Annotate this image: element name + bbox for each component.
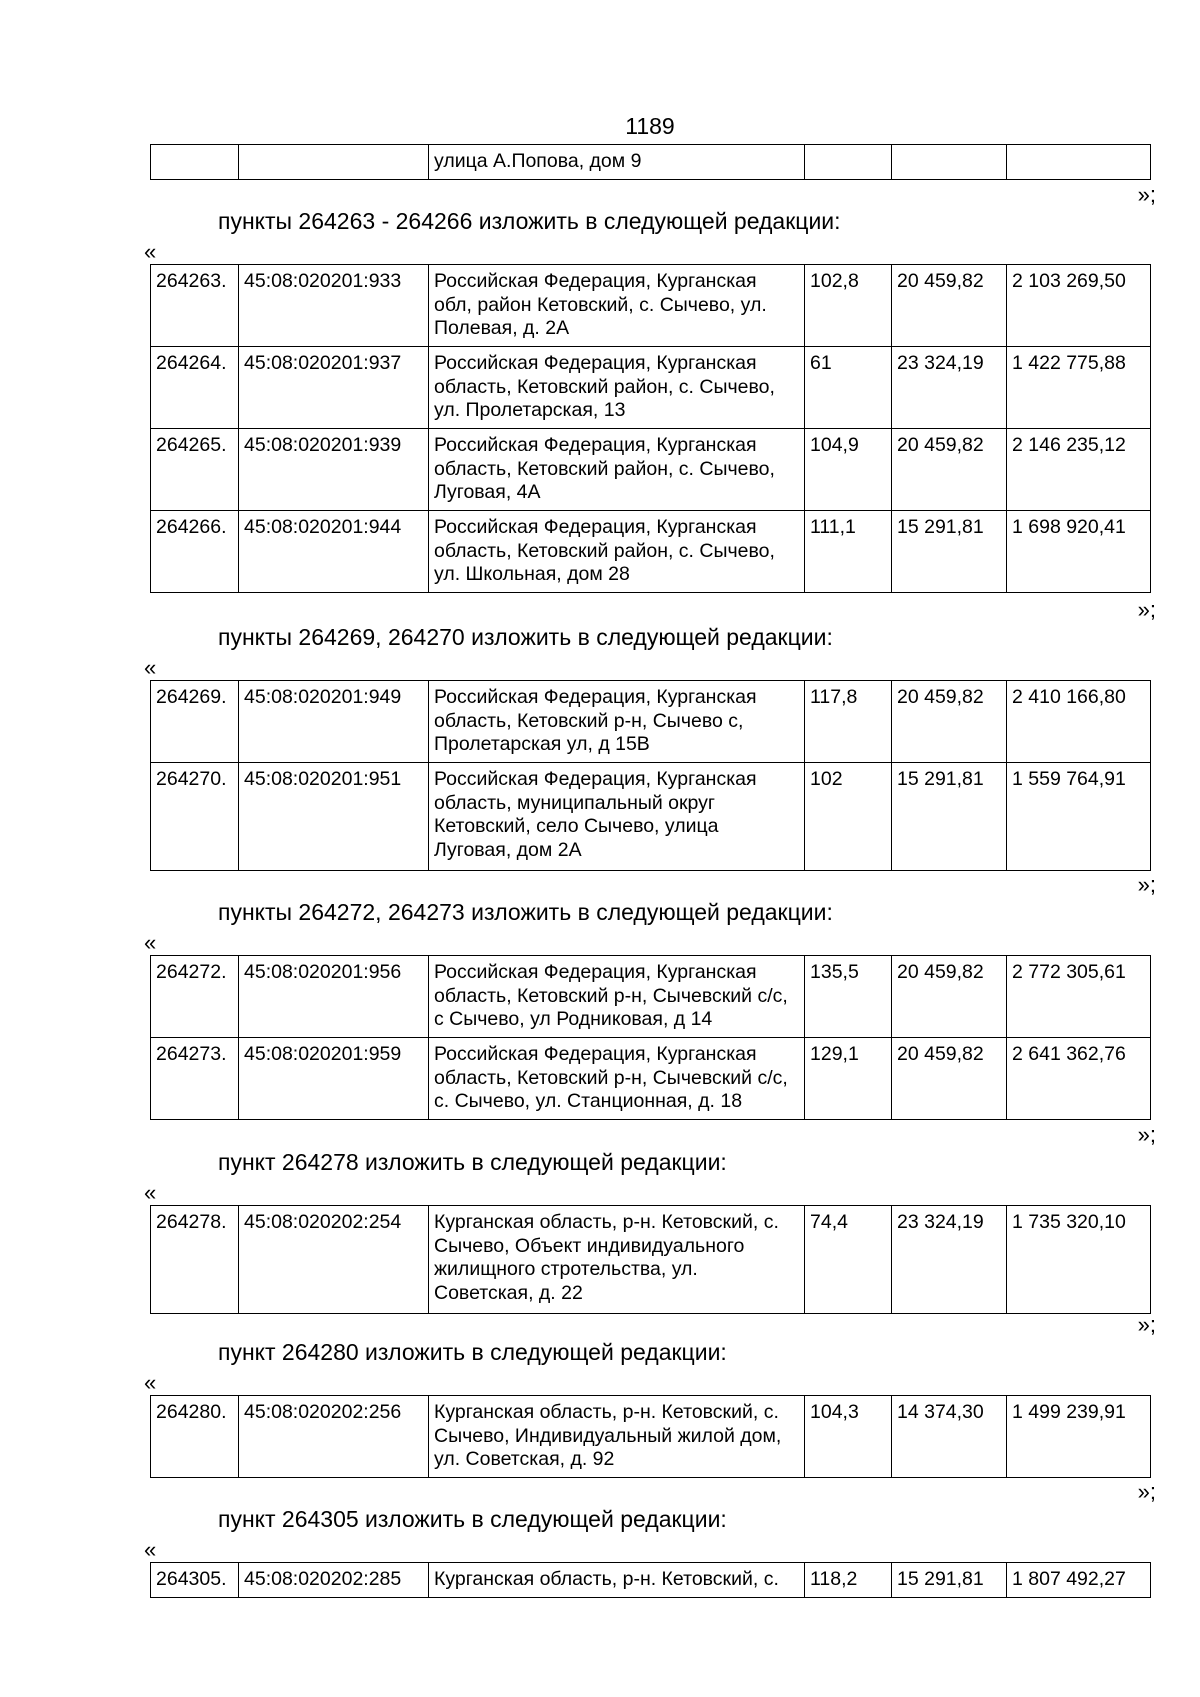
table-cell [892, 145, 1007, 180]
table-row [151, 956, 1151, 1038]
table-cell: Российская Федерация, Курганская область, Кетовский р-н, Сычевский с/с, с. Сычево, ул. Станционная, д. 18 [429, 1038, 805, 1120]
table-cell: 45:08:020202:256 [239, 1396, 429, 1478]
table-row [151, 1396, 1151, 1478]
table-cell: 111,1 [805, 511, 892, 593]
section-heading: пункты 264263 - 264266 изложить в следующей редакции: [218, 208, 841, 234]
table-cell: 74,4 [805, 1206, 892, 1314]
table-cell: 2 103 269,50 [1007, 265, 1151, 347]
section-table [150, 1395, 1151, 1478]
table-cell: Курганская область, р-н. Кетовский, с. Сычево, Объект индивидуального жилищного стротельства, ул. Советская, д. 22 [429, 1206, 805, 1314]
table-cell: улица А.Попова, дом 9 [429, 145, 805, 180]
closing-quote: »; [1137, 1312, 1156, 1337]
table-cell: 45:08:020202:285 [239, 1563, 429, 1598]
table-cell: Курганская область, р-н. Кетовский, с. [429, 1563, 805, 1598]
table-cell: 1 559 764,91 [1007, 763, 1151, 871]
table-cell: Российская Федерация, Курганская область, Кетовский район, с. Сычево, Луговая, 4А [429, 429, 805, 511]
table-cell: 264278. [151, 1206, 239, 1314]
table-cell: 118,2 [805, 1563, 892, 1598]
opening-quote: « [144, 1370, 157, 1395]
table-cell: 45:08:020201:949 [239, 681, 429, 763]
table-cell: 1 499 239,91 [1007, 1396, 1151, 1478]
table-cell: 45:08:020201:937 [239, 347, 429, 429]
opening-quote: « [144, 239, 157, 264]
table-cell: 15 291,81 [892, 763, 1007, 871]
table-row [151, 681, 1151, 763]
table-cell: 15 291,81 [892, 511, 1007, 593]
section-table [150, 264, 1151, 593]
page-number: 1189 [625, 113, 675, 139]
table-cell: 264263. [151, 265, 239, 347]
table-cell: 102,8 [805, 265, 892, 347]
table-cell: 45:08:020201:956 [239, 956, 429, 1038]
section-heading: пункт 264305 изложить в следующей редакции: [218, 1506, 727, 1532]
table-row [151, 347, 1151, 429]
table-cell: Российская Федерация, Курганская область, Кетовский р-н, Сычево с, Пролетарская ул, д 15В [429, 681, 805, 763]
section-table [150, 1562, 1151, 1598]
table-cell: 135,5 [805, 956, 892, 1038]
table-cell: 45:08:020201:959 [239, 1038, 429, 1120]
closing-quote: »; [1137, 872, 1156, 897]
table-cell: 2 146 235,12 [1007, 429, 1151, 511]
table-cell [239, 145, 429, 180]
table-cell: 45:08:020201:933 [239, 265, 429, 347]
opening-quote: « [144, 655, 157, 680]
table-cell: 15 291,81 [892, 1563, 1007, 1598]
table-cell: 20 459,82 [892, 681, 1007, 763]
closing-quote: »; [1137, 1479, 1156, 1504]
opening-quote: « [144, 1537, 157, 1562]
table-cell: 2 772 305,61 [1007, 956, 1151, 1038]
table-cell: 23 324,19 [892, 347, 1007, 429]
section-heading: пункты 264272, 264273 изложить в следующей редакции: [218, 899, 833, 925]
table-cell [151, 145, 239, 180]
table-cell: 129,1 [805, 1038, 892, 1120]
section-heading: пункты 264269, 264270 изложить в следующей редакции: [218, 624, 833, 650]
table-cell: 1 422 775,88 [1007, 347, 1151, 429]
table-cell [1007, 145, 1151, 180]
table-row [151, 1563, 1151, 1598]
table-cell: 20 459,82 [892, 1038, 1007, 1120]
table-row [151, 145, 1151, 180]
closing-quote: »; [1137, 1122, 1156, 1147]
opening-quote: « [144, 930, 157, 955]
table-row [151, 429, 1151, 511]
table-cell: 264265. [151, 429, 239, 511]
table-cell: 264305. [151, 1563, 239, 1598]
table-cell: Российская Федерация, Курганская область, Кетовский район, с. Сычево, ул. Пролетарская, 13 [429, 347, 805, 429]
section-table [150, 1205, 1151, 1314]
table-cell: 45:08:020201:939 [239, 429, 429, 511]
table-cell: 264273. [151, 1038, 239, 1120]
table-row [151, 1206, 1151, 1314]
table-cell: 23 324,19 [892, 1206, 1007, 1314]
continuation-table [150, 144, 1151, 180]
table-cell: 2 641 362,76 [1007, 1038, 1151, 1120]
table-cell: 45:08:020201:951 [239, 763, 429, 871]
table-cell: Российская Федерация, Курганская область, Кетовский район, с. Сычево, ул. Школьная, дом 28 [429, 511, 805, 593]
opening-quote: « [144, 1180, 157, 1205]
table-row [151, 763, 1151, 871]
table-cell: 264264. [151, 347, 239, 429]
table-cell: 45:08:020201:944 [239, 511, 429, 593]
section-table [150, 680, 1151, 871]
table-cell [805, 145, 892, 180]
table-cell: 117,8 [805, 681, 892, 763]
table-cell: 14 374,30 [892, 1396, 1007, 1478]
closing-quote: »; [1137, 182, 1156, 207]
table-cell: 2 410 166,80 [1007, 681, 1151, 763]
table-cell: 1 735 320,10 [1007, 1206, 1151, 1314]
closing-quote: »; [1137, 597, 1156, 622]
table-cell: 264269. [151, 681, 239, 763]
table-row [151, 511, 1151, 593]
table-cell: 104,3 [805, 1396, 892, 1478]
table-cell: 45:08:020202:254 [239, 1206, 429, 1314]
table-cell: Российская Федерация, Курганская обл, район Кетовский, с. Сычево, ул. Полевая, д. 2А [429, 265, 805, 347]
table-cell: 104,9 [805, 429, 892, 511]
section-heading: пункт 264278 изложить в следующей редакции: [218, 1149, 727, 1175]
table-cell: 102 [805, 763, 892, 871]
table-cell: 1 807 492,27 [1007, 1563, 1151, 1598]
table-cell: Российская Федерация, Курганская область, Кетовский р-н, Сычевский с/с, с Сычево, ул Родниковая, д 14 [429, 956, 805, 1038]
table-cell: 264280. [151, 1396, 239, 1478]
table-cell: 264272. [151, 956, 239, 1038]
section-heading: пункт 264280 изложить в следующей редакции: [218, 1339, 727, 1365]
table-row [151, 1038, 1151, 1120]
table-cell: Курганская область, р-н. Кетовский, с. Сычево, Индивидуальный жилой дом, ул. Советская, д. 92 [429, 1396, 805, 1478]
table-cell: 20 459,82 [892, 429, 1007, 511]
table-cell: 20 459,82 [892, 265, 1007, 347]
table-cell: 61 [805, 347, 892, 429]
section-table [150, 955, 1151, 1120]
table-cell: 264266. [151, 511, 239, 593]
table-cell: 264270. [151, 763, 239, 871]
table-cell: Российская Федерация, Курганская область, муниципальный округ Кетовский, село Сычево, улица Луговая, дом 2А [429, 763, 805, 871]
table-cell: 1 698 920,41 [1007, 511, 1151, 593]
table-cell: 20 459,82 [892, 956, 1007, 1038]
table-row [151, 265, 1151, 347]
